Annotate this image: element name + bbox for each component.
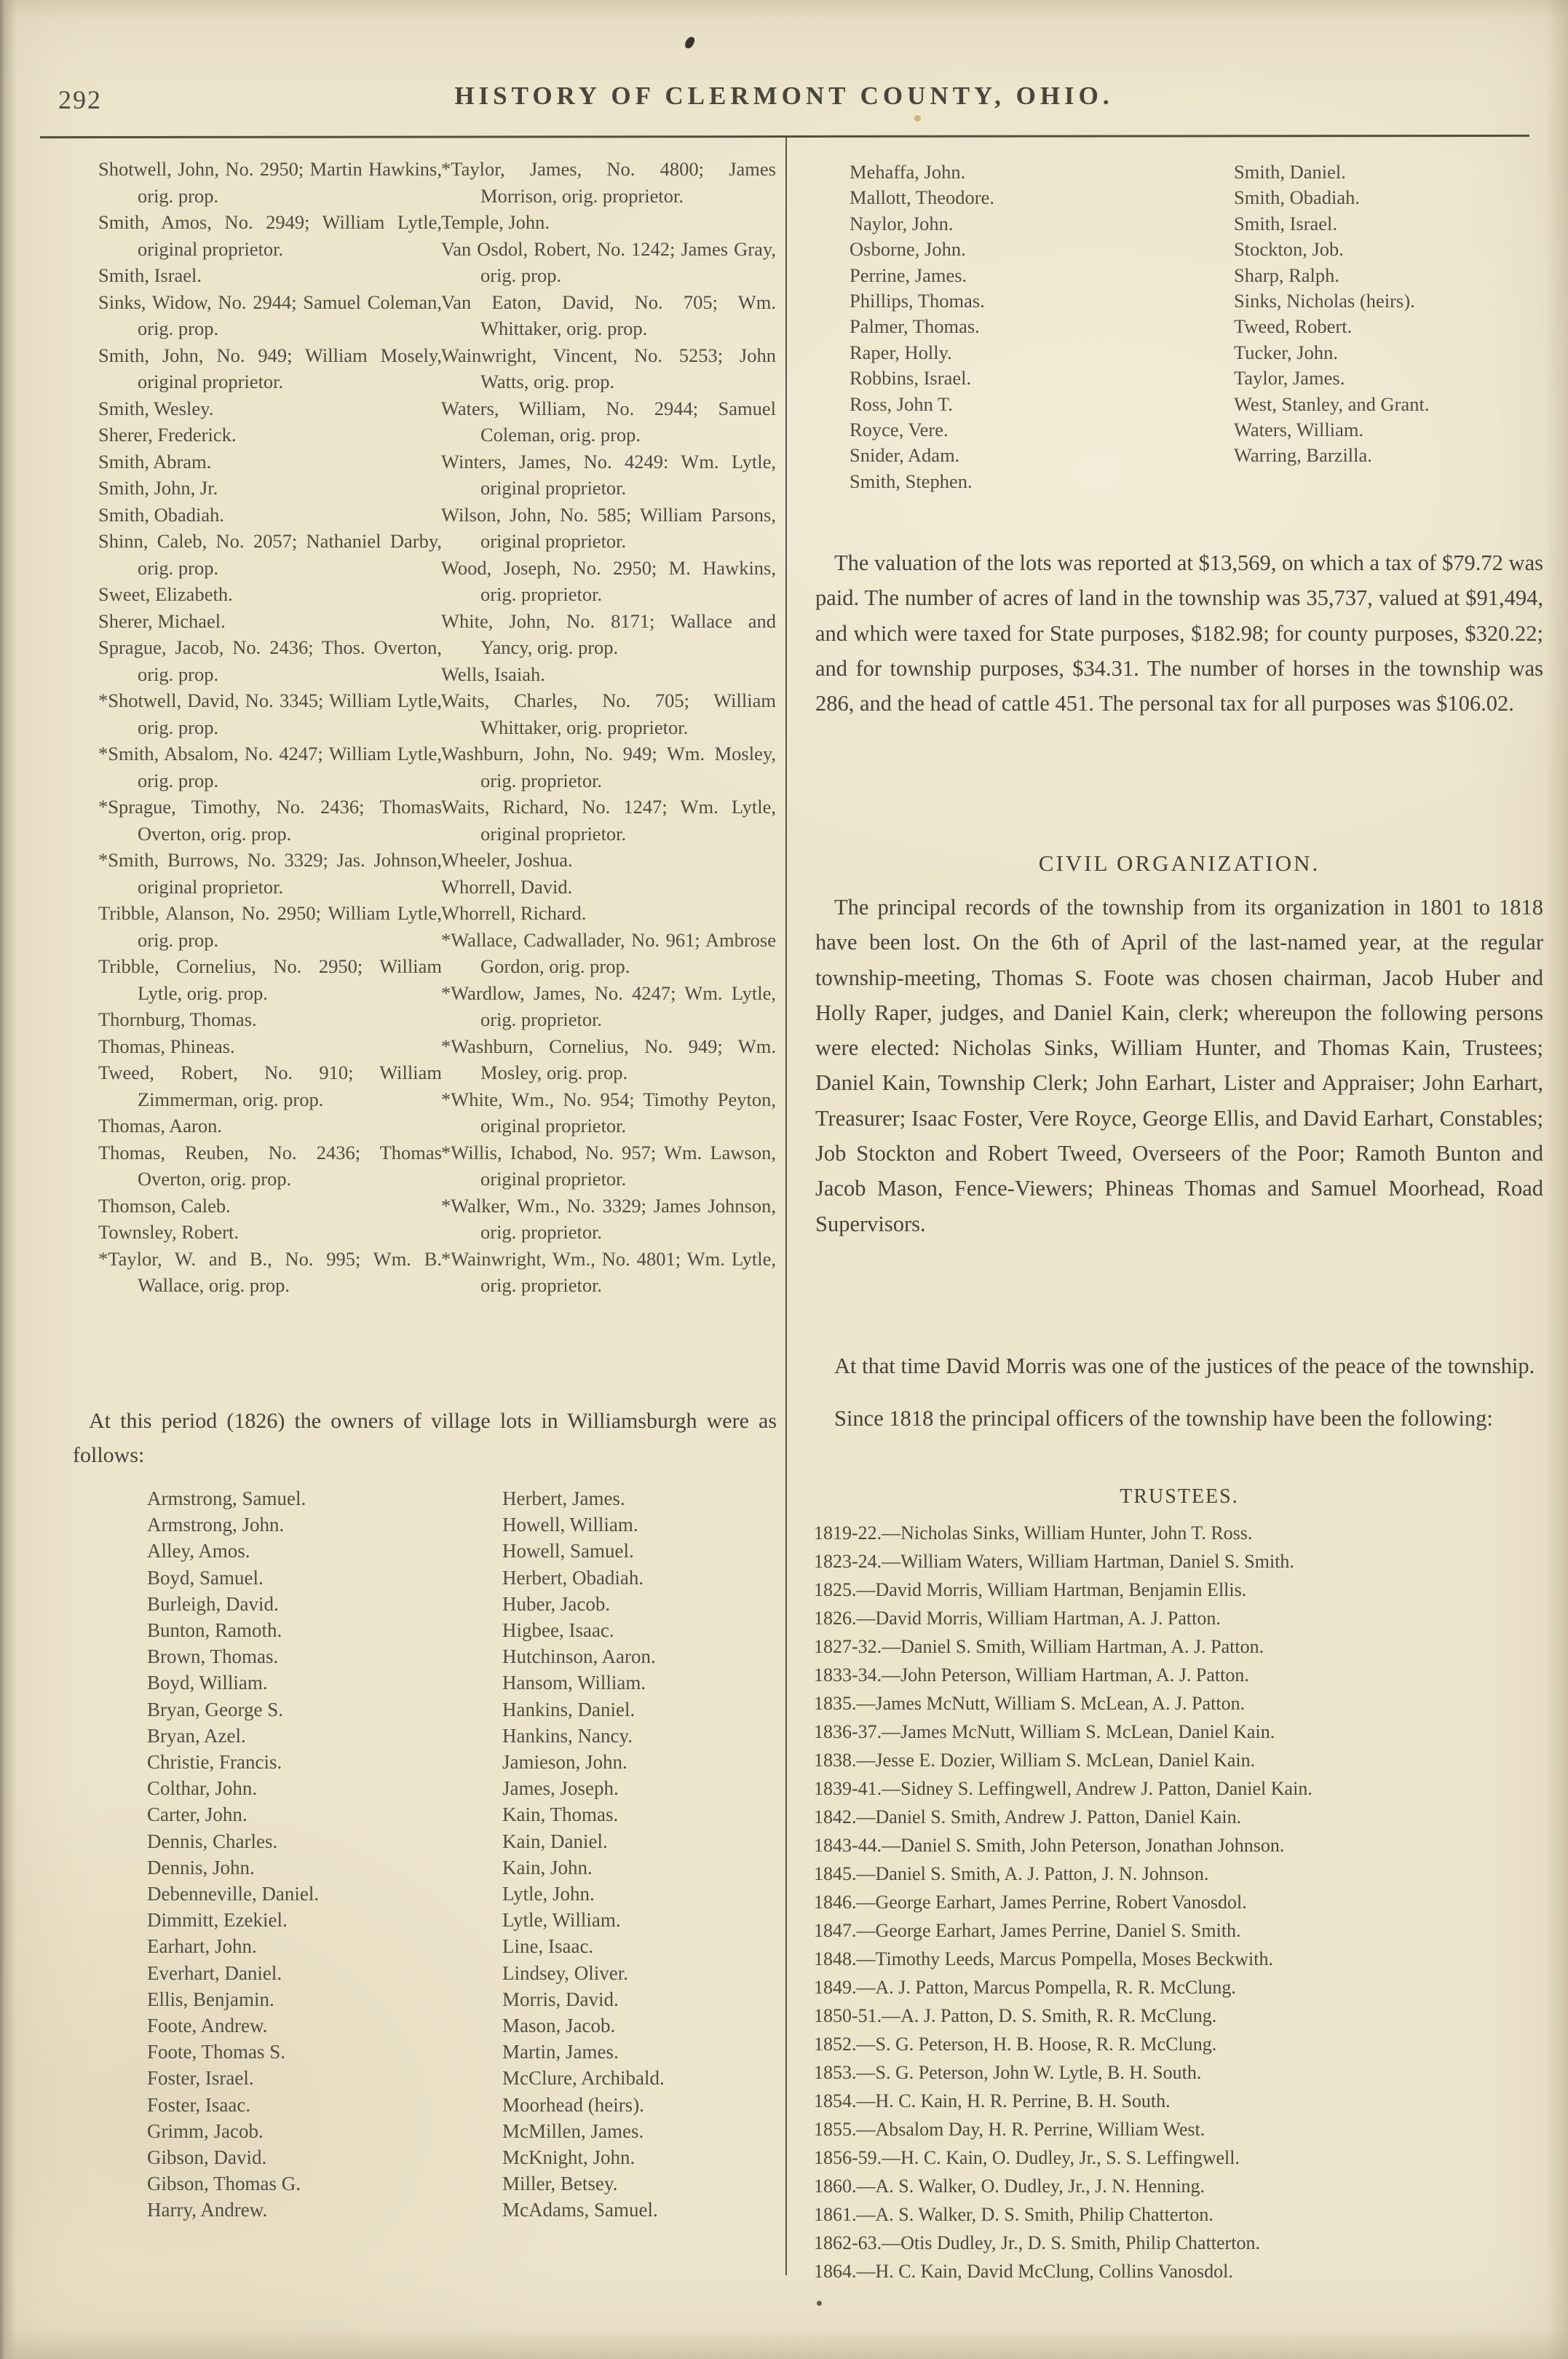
proprietor-entry: Thomas, Reuben, No. 2436; Thomas Overton, orig. prop. (98, 1141, 442, 1190)
proprietor-list-col-a (98, 156, 442, 1299)
owner-entry: Warring, Barzilla. (1234, 444, 1372, 467)
village-owner-entry: Hankins, Nancy. (502, 1724, 633, 1747)
proprietor-entry: Temple, John. (441, 211, 550, 233)
trustee-term-entry: 1864.—H. C. Kain, David McClung, Collins Vanosdol. (814, 2261, 1233, 2282)
proprietor-entry: Thomson, Caleb. (98, 1194, 231, 1217)
proprietor-entry: *White, Wm., No. 954; Timothy Peyton, original proprietor. (441, 1088, 776, 1137)
owner-entry: Robbins, Israel. (850, 367, 972, 390)
proprietor-entry: *Taylor, W. and B., No. 995; Wm. B. Wallace, orig. prop. (98, 1247, 442, 1296)
village-owner-entry: Colthar, John. (147, 1777, 258, 1800)
proprietor-entry: *Wainwright, Wm., No. 4801; Wm. Lytle, orig. proprietor. (441, 1247, 776, 1296)
proprietor-entry: *Shotwell, David, No. 3345; William Lytle, orig. prop. (98, 689, 442, 738)
proprietor-entry: Wells, Isaiah. (441, 663, 545, 685)
proprietor-entry: Winters, James, No. 4249: Wm. Lytle, original proprietor. (441, 450, 776, 499)
owner-entry: Snider, Adam. (850, 444, 960, 467)
civil-organization-heading: CIVIL ORGANIZATION. (1038, 850, 1320, 876)
village-owner-entry: Huber, Jacob. (502, 1592, 611, 1615)
header-rule (40, 135, 1529, 138)
proprietor-entry: Sherer, Frederick. (98, 424, 237, 446)
village-owner-entry: Dennis, Charles. (147, 1830, 278, 1852)
proprietor-entry: Smith, Israel. (98, 264, 202, 286)
proprietor-entry: Wheeler, Joshua. (441, 849, 573, 871)
village-owner-entry: Morris, David. (502, 1988, 619, 2010)
proprietor-entry: Thomas, Phineas. (98, 1035, 235, 1057)
proprietor-entry: Sprague, Jacob, No. 2436; Thos. Overton, orig. prop. (98, 636, 442, 685)
proprietor-entry: Smith, John, No. 949; William Mosely, original proprietor. (98, 344, 442, 392)
trustee-term-entry: 1833-34.—John Peterson, William Hartman, A. J. Patton. (814, 1664, 1249, 1686)
village-owner-entry: Miller, Betsey. (502, 2173, 618, 2195)
village-owner-entry: Lindsey, Oliver. (502, 1961, 628, 1984)
trustee-term-entry: 1826.—David Morris, William Hartman, A. J. Patton. (814, 1608, 1221, 1629)
page-title: HISTORY OF CLERMONT COUNTY, OHIO. (454, 82, 1114, 110)
trustee-term-entry: 1839-41.—Sidney S. Leffingwell, Andrew J. Patton, Daniel Kain. (814, 1778, 1312, 1799)
proprietor-entry: *Willis, Ichabod, No. 957; Wm. Lawson, original proprietor. (441, 1141, 776, 1190)
proprietor-entry: Smith, Amos, No. 2949; William Lytle, original proprietor. (98, 211, 442, 260)
proprietor-entry: Sinks, Widow, No. 2944; Samuel Coleman, orig. prop. (98, 291, 442, 339)
proprietor-entry: Wainwright, Vincent, No. 5253; John Watts, orig. prop. (441, 344, 776, 392)
proprietor-entry: Townsley, Robert. (98, 1221, 239, 1243)
proprietor-entry: Thomas, Aaron. (98, 1115, 223, 1137)
owner-entry: Smith, Obadiah. (1234, 186, 1360, 209)
trustee-term-entry: 1846.—George Earhart, James Perrine, Robert Vanosdol. (814, 1892, 1247, 1913)
village-owner-entry: McClure, Archibald. (502, 2067, 665, 2090)
owner-entry: Royce, Vere. (850, 419, 949, 441)
trustee-term-entry: 1838.—Jesse E. Dozier, William S. McLean, Daniel Kain. (814, 1750, 1256, 1771)
village-owner-entry: Foote, Thomas S. (147, 2041, 286, 2063)
owner-entry: Waters, William. (1234, 419, 1364, 441)
trustee-term-entry: 1842.—Daniel S. Smith, Andrew J. Patton, Daniel Kain. (814, 1806, 1242, 1827)
village-owner-entry: Foster, Isaac. (147, 2093, 251, 2116)
village-owner-entry: Bunton, Ramoth. (147, 1619, 282, 1642)
owner-list-col-a (850, 159, 1199, 494)
village-owner-entry: Howell, Samuel. (502, 1540, 634, 1562)
owner-entry: Phillips, Thomas. (850, 290, 985, 312)
proprietor-entry: Sweet, Elizabeth. (98, 583, 233, 605)
owner-entry: Osborne, John. (850, 238, 966, 261)
owner-entry: Taylor, James. (1234, 367, 1345, 390)
village-owner-entry: Mason, Jacob. (502, 2015, 616, 2037)
proprietor-entry: Waits, Charles, No. 705; William Whittaker, orig. proprietor. (441, 689, 776, 738)
village-owner-entry: Line, Isaac. (502, 1935, 594, 1958)
village-owner-entry: Hankins, Daniel. (502, 1698, 635, 1720)
proprietor-entry: Tribble, Alanson, No. 2950; William Lytle, orig. prop. (98, 902, 442, 951)
proprietor-entry: Tribble, Cornelius, No. 2950; William Lytle, orig. prop. (98, 955, 442, 1004)
owner-entry: Perrine, James. (850, 264, 967, 286)
trustee-term-entry: 1823-24.—William Waters, William Hartman, Daniel S. Smith. (814, 1551, 1294, 1572)
trustee-term-entry: 1849.—A. J. Patton, Marcus Pompella, R. R. McClung. (814, 1977, 1236, 1998)
proprietor-entry: *Smith, Burrows, No. 3329; Jas. Johnson, original proprietor. (98, 849, 442, 898)
village-owner-entry: Herbert, Obadiah. (502, 1566, 644, 1589)
ink-speck (914, 115, 921, 122)
village-owner-entry: Kain, John. (502, 1856, 593, 1878)
proprietor-entry: Washburn, John, No. 949; Wm. Mosley, orig. proprietor. (441, 743, 776, 791)
village-owner-entry: Brown, Thomas. (147, 1645, 279, 1668)
trustee-term-entry: 1852.—S. G. Peterson, H. B. Hoose, R. R. McClung. (814, 2034, 1217, 2055)
village-owner-entry: Moorhead (heirs). (502, 2093, 644, 2116)
valuation-paragraph: The valuation of the lots was reported at $13,569, on which a tax of $79.72 was paid. The number of acres of land in the township was 35,737, valued at $91,494, and which were taxed for State purposes, $182.98; for county purposes, $320.22; and for township purposes, $34.31. The number of horses in the township was 286, and the head of cattle 451. The personal tax for all purposes was $106.02. (815, 550, 1543, 716)
civil-organization-paragraph-1: The principal records of the township from its organization in 1801 to 1818 have been lost. On the 6th of April of the last-named year, at the regular township-meeting, Thomas S. Foote was chosen chairman, Jacob Huber and Holly Raper, judges, and Daniel Kain, clerk; whereupon the following persons were elected: Nicholas Sinks, William Hunter, and Thomas Kain, Trustees; Daniel Kain, Township Clerk; John Earhart, Lister and Appraiser; John Earhart, Treasurer; Isaac Foster, Vere Royce, George Ellis, and David Earhart, Constables; Job Stockton and Robert Tweed, Overseers of the Poor; Ramoth Bunton and Jacob Mason, Fence-Viewers; Phineas Thomas and Samuel Moorhead, Road Supervisors. (815, 895, 1543, 1236)
trustees-heading: TRUSTEES. (1120, 1485, 1239, 1508)
village-owner-entry: Bryan, George S. (147, 1698, 283, 1720)
village-owner-entry: Foote, Andrew. (147, 2015, 268, 2037)
owner-entry: Sharp, Ralph. (1234, 264, 1339, 286)
village-owner-entry: Christie, Francis. (147, 1751, 282, 1774)
village-owner-entry: McMillen, James. (502, 2119, 644, 2142)
village-owner-entry: Debenneville, Daniel. (147, 1883, 320, 1905)
proprietor-entry: *Smith, Absalom, No. 4247; William Lytle, orig. prop. (98, 743, 442, 791)
trustee-term-entry: 1854.—H. C. Kain, H. R. Perrine, B. H. South. (814, 2090, 1171, 2111)
proprietor-entry: Waters, William, No. 2944; Samuel Coleman, orig. prop. (441, 397, 776, 446)
owner-entry: West, Stanley, and Grant. (1234, 392, 1430, 415)
proprietor-entry: Smith, Wesley. (98, 397, 214, 419)
trustee-term-entry: 1819-22.—Nicholas Sinks, William Hunter, John T. Ross. (814, 1522, 1253, 1544)
village-owner-entry: Everhart, Daniel. (147, 1961, 282, 1984)
village-owner-entry: McAdams, Samuel. (502, 2199, 658, 2221)
village-owner-entry: Armstrong, Samuel. (147, 1487, 306, 1509)
village-owner-entry: Dennis, John. (147, 1856, 255, 1878)
owner-entry: Smith, Stephen. (850, 470, 973, 492)
owner-entry: Naylor, John. (850, 212, 954, 234)
proprietor-entry: *Wallace, Cadwallader, No. 961; Ambrose Gordon, orig. prop. (441, 928, 776, 977)
village-owner-entry: Dimmitt, Ezekiel. (147, 1909, 288, 1932)
trustee-term-entry: 1848.—Timothy Leeds, Marcus Pompella, Moses Beckwith. (814, 1948, 1273, 1969)
owner-entry: Smith, Israel. (1234, 212, 1338, 234)
trustee-term-entry: 1827-32.—Daniel S. Smith, William Hartman, A. J. Patton. (814, 1636, 1264, 1657)
ink-speck (817, 2301, 822, 2306)
proprietor-entry: Smith, John, Jr. (98, 477, 218, 499)
village-owner-entry: Foster, Israel. (147, 2067, 254, 2090)
owner-entry: Mehaffa, John. (850, 161, 966, 183)
owner-entry: Tweed, Robert. (1234, 315, 1353, 338)
owner-entry: Raper, Holly. (850, 341, 952, 363)
village-owner-entry: Kain, Daniel. (502, 1830, 608, 1852)
proprietor-entry: Waits, Richard, No. 1247; Wm. Lytle, original proprietor. (441, 796, 776, 845)
proprietor-entry: Shinn, Caleb, No. 2057; Nathaniel Darby, orig. prop. (98, 530, 442, 579)
owner-entry: Tucker, John. (1234, 341, 1338, 363)
owner-entry: Mallott, Theodore. (850, 186, 994, 209)
village-owner-entry: Grimm, Jacob. (147, 2119, 264, 2142)
village-owner-entry: Hutchinson, Aaron. (502, 1645, 656, 1668)
village-owner-entry: Ellis, Benjamin. (147, 1988, 274, 2010)
proprietor-entry: Wood, Joseph, No. 2950; M. Hawkins, orig. proprietor. (441, 556, 776, 605)
trustee-term-entry: 1835.—James McNutt, William S. McLean, A. J. Patton. (814, 1693, 1246, 1714)
ink-speck (684, 35, 696, 50)
village-owner-entry: Gibson, David. (147, 2146, 267, 2169)
village-owner-entry: Earhart, John. (147, 1935, 257, 1958)
page-number: 292 (58, 85, 102, 114)
village-owner-entry: Jamieson, John. (502, 1751, 627, 1774)
village-owner-entry: Hansom, William. (502, 1672, 646, 1694)
village-owner-entry: Burleigh, David. (147, 1592, 279, 1615)
trustee-term-entry: 1825.—David Morris, William Hartman, Benjamin Ellis. (814, 1579, 1247, 1600)
village-owner-entry: Harry, Andrew. (147, 2199, 268, 2221)
proprietor-entry: White, John, No. 8171; Wallace and Yancy, orig. prop. (441, 609, 776, 658)
village-owner-entry: McKnight, John. (502, 2146, 635, 2169)
village-owner-entry: Lytle, William. (502, 1909, 621, 1932)
proprietor-entry: Sherer, Michael. (98, 609, 226, 632)
village-owner-entry: Herbert, James. (502, 1487, 625, 1509)
trustee-term-entry: 1861.—A. S. Walker, D. S. Smith, Philip Chatterton. (814, 2204, 1213, 2225)
trustee-term-entry: 1847.—George Earhart, James Perrine, Daniel S. Smith. (814, 1920, 1241, 1941)
village-owner-entry: Higbee, Isaac. (502, 1619, 614, 1642)
civil-organization-paragraph-3: Since 1818 the principal officers of the township have been the following: (834, 1406, 1493, 1431)
village-owner-entry: Lytle, John. (502, 1883, 595, 1905)
village-owner-entry: Carter, John. (147, 1803, 248, 1826)
proprietor-entry: *Walker, Wm., No. 3329; James Johnson, orig. proprietor. (441, 1194, 776, 1243)
civil-organization-paragraph-2: At that time David Morris was one of the justices of the peace of the township. (834, 1354, 1535, 1378)
trustee-term-entry: 1862-63.—Otis Dudley, Jr., D. S. Smith, Philip Chatterton. (814, 2232, 1260, 2253)
proprietor-entry: *Wardlow, James, No. 4247; Wm. Lytle, orig. proprietor. (441, 981, 776, 1030)
trustee-term-entry: 1843-44.—Daniel S. Smith, John Peterson, Jonathan Johnson. (814, 1835, 1285, 1856)
proprietor-entry: Smith, Abram. (98, 450, 212, 473)
village-owner-entry: Howell, William. (502, 1514, 638, 1536)
village-owner-list-col-a (147, 1485, 467, 2224)
owner-entry: Palmer, Thomas. (850, 315, 980, 338)
village-owner-entry: Martin, James. (502, 2041, 619, 2063)
proprietor-entry: *Sprague, Timothy, No. 2436; Thomas Overton, orig. prop. (98, 796, 442, 845)
village-lots-intro-paragraph: At this period (1826) the owners of village lots in Williamsburgh were as follows: (73, 1409, 777, 1467)
trustee-term-entry: 1855.—Absalom Day, H. R. Perrine, William West. (814, 2119, 1205, 2140)
owner-entry: Ross, John T. (850, 392, 953, 415)
proprietor-entry: Smith, Obadiah. (98, 503, 224, 526)
trustee-term-entry: 1850-51.—A. J. Patton, D. S. Smith, R. R. McClung. (814, 2005, 1217, 2026)
village-owner-list-col-b (502, 1485, 823, 2224)
proprietor-entry: *Washburn, Cornelius, No. 949; Wm. Mosley, orig. prop. (441, 1035, 776, 1083)
village-owner-entry: Kain, Thomas. (502, 1803, 619, 1826)
proprietor-entry: Thornburg, Thomas. (98, 1008, 257, 1030)
owner-entry: Smith, Daniel. (1234, 161, 1346, 183)
proprietor-entry: Whorrell, David. (441, 875, 573, 898)
proprietor-entry: Whorrell, Richard. (441, 902, 587, 924)
trustee-term-entry: 1860.—A. S. Walker, O. Dudley, Jr., J. N. Henning. (814, 2176, 1205, 2197)
proprietor-entry: Wilson, John, No. 585; William Parsons, original proprietor. (441, 503, 776, 552)
village-owner-entry: Armstrong, John. (147, 1514, 285, 1536)
village-owner-entry: Alley, Amos. (147, 1540, 250, 1562)
owner-list-col-b (1234, 159, 1547, 469)
trustees-term-list (814, 1519, 1552, 2285)
village-owner-entry: James, Joseph. (502, 1777, 619, 1800)
owner-entry: Stockton, Job. (1234, 238, 1344, 261)
village-owner-entry: Boyd, William. (147, 1672, 268, 1694)
proprietor-entry: Shotwell, John, No. 2950; Martin Hawkins, orig. prop. (98, 158, 442, 207)
owner-entry: Sinks, Nicholas (heirs). (1234, 290, 1415, 312)
village-owner-entry: Boyd, Samuel. (147, 1566, 264, 1589)
village-owner-entry: Bryan, Azel. (147, 1724, 246, 1747)
trustee-term-entry: 1856-59.—H. C. Kain, O. Dudley, Jr., S. S. Leffingwell. (814, 2147, 1240, 2168)
trustee-term-entry: 1853.—S. G. Peterson, John W. Lytle, B. H. South. (814, 2062, 1202, 2083)
trustee-term-entry: 1836-37.—James McNutt, William S. McLean, Daniel Kain. (814, 1721, 1275, 1742)
proprietor-entry: Van Osdol, Robert, No. 1242; James Gray, orig. prop. (441, 237, 776, 286)
proprietor-entry: Van Eaton, David, No. 705; Wm. Whittaker, orig. prop. (441, 291, 776, 339)
trustee-term-entry: 1845.—Daniel S. Smith, A. J. Patton, J. N. Johnson. (814, 1863, 1209, 1884)
proprietor-entry: Tweed, Robert, No. 910; William Zimmerman, orig. prop. (98, 1062, 442, 1110)
proprietor-entry: *Taylor, James, No. 4800; James Morrison, orig. proprietor. (441, 158, 776, 207)
proprietor-list-col-b (441, 156, 776, 1299)
village-owner-entry: Gibson, Thomas G. (147, 2173, 301, 2195)
